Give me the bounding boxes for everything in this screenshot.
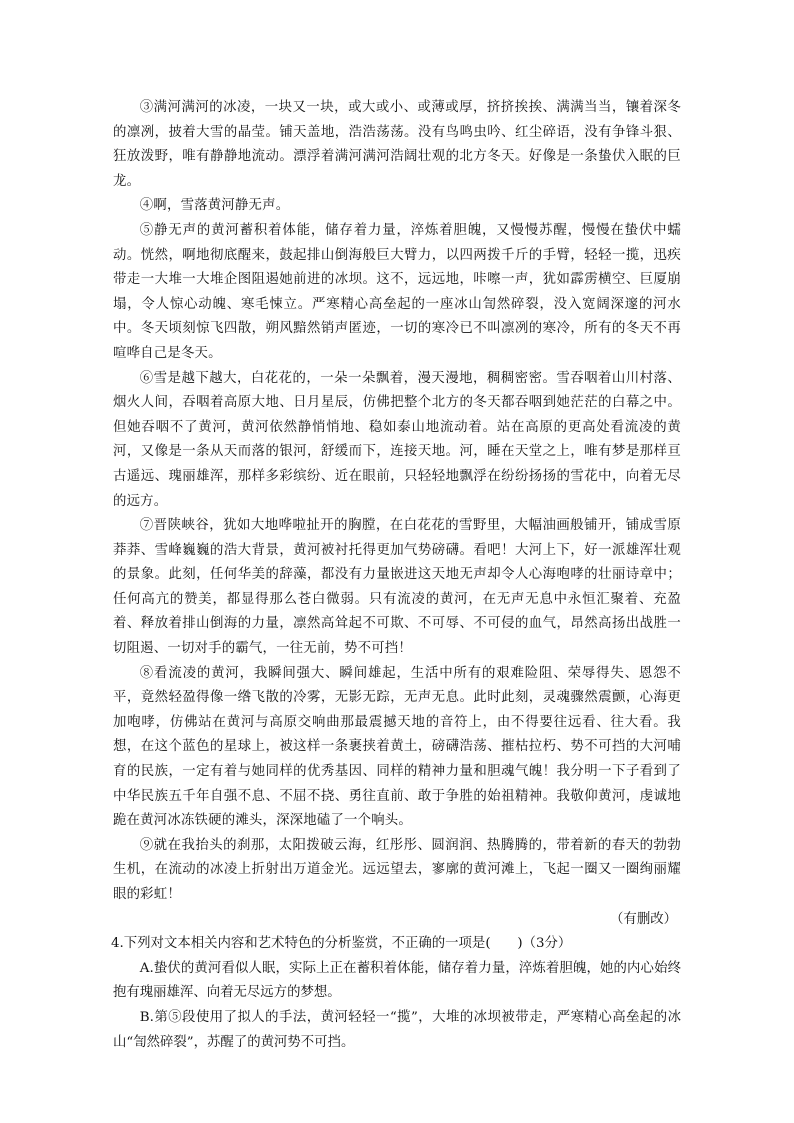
option-a: A.蛰伏的黄河看似人眠，实际上正在蓄积着体能，储存着力量，淬炼着胆魄，她的内心始终抱有瑰丽雄浑、向着无尽远方的梦想。: [113, 960, 681, 1001]
question-stem: 4.下列对文本相关内容和艺术特色的分析鉴赏，不正确的一项是( )（3分）: [111, 936, 572, 952]
option-b: B.第⑤段使用了拟人的手法，黄河轻轻一“揽”，大堆的冰坝被带走，严寒精心高垒起的冰山“訇然碎裂”，苏醒了的黄河势不可挡。: [113, 1009, 681, 1050]
paragraph-7: ⑦晋陕峡谷，犹如大地哗啦扯开的胸膛，在白花花的雪野里，大幅油画般铺开，铺成雪原莽莽、雪峰巍巍的浩大背景，黄河被衬托得更加气势磅礴。看吧！大河上下，好一派雄浑壮观的景象。此刻，任何华美的辞藻，都没有力量嵌进这天地无声却令人心海咆哮的壮丽诗章中；任何高亢的赞美，都显得那么苍白微弱。只有流凌的黄河，在无声无息中永恒汇聚着、充盈着、释放着排山倒海的力量，凛然高耸起不可欺、不可辱、不可侵的血气，昂然高扬出战胜一切阻遏、一切对手的霸气，一往无前，势不可挡！: [113, 518, 681, 657]
paragraph-9: ⑨就在我抬头的刹那，太阳拨破云海，红彤彤、圆润润、热腾腾的，带着新的春天的勃勃生机，在流动的冰凌上折射出万道金光。远远望去，寥廓的黄河滩上，飞起一圈又一圈绚丽耀眼的彩虹！: [113, 837, 681, 902]
paragraph-3: ③满河满河的冰凌，一块又一块，或大或小、或薄或厚，挤挤挨挨、满满当当，镶着深冬的凛冽，披着大雪的晶莹。铺天盖地，浩浩荡荡。没有鸟鸣虫吟、红尘碎语，没有争锋斗狠、狂放泼野，唯有静静地流动。漂浮着满河满河浩阔壮观的北方冬天。好像是一条蛰伏入眠的巨龙。: [113, 100, 681, 189]
source-note: （有删改）: [610, 911, 677, 927]
paragraph-4: ④啊，雪落黄河静无声。: [139, 198, 290, 214]
paragraph-8: ⑧看流凌的黄河，我瞬间强大、瞬间雄起，生活中所有的艰难险阻、荣辱得失、恩怨不平，竟然轻盈得像一绺飞散的冷雾，无影无踪，无声无息。此时此刻，灵魂骤然震颤，心海更加咆哮，仿佛站在黄河与高原交响曲那最震撼天地的音符上，由不得要往远看、往大看。我想，在这个蓝色的星球上，被这样一条裹挟着黄土，磅礴浩荡、摧枯拉朽、势不可挡的大河哺育的民族，一定有着与她同样的优秀基因、同样的精神力量和胆魂气魄！我分明一下子看到了中华民族五千年自强不息、不屈不挠、勇往直前、敢于争胜的始祖精神。我敬仰黄河，虔诚地跪在黄河冰冻铁硬的滩头，深深地磕了一个响头。: [113, 665, 681, 829]
document-page: [113, 96, 681, 1055]
paragraph-5: ⑤静无声的黄河蓄积着体能，储存着力量，淬炼着胆魄，又慢慢苏醒，慢慢在蛰伏中蠕动。恍然，啊地彻底醒来，鼓起排山倒海般巨大臂力，以四两拨千斤的手臂，轻轻一揽，迅疾带走一大堆一大堆企图阻遏她前进的冰坝。这不，远远地，咔嚓一声，犹如霹雳横空、巨厦崩塌，令人惊心动魄、寒毛悚立。严寒精心高垒起的一座冰山訇然碎裂，没入宽阔深邃的河水中。冬天顷刻惊飞四散，朔风黯然销声匿迹，一切的寒冷已不叫凛冽的寒冷，所有的冬天不再喧哗自己是冬天。: [113, 222, 681, 361]
paragraph-6: ⑥雪是越下越大，白花花的，一朵一朵飘着，漫天漫地，稠稠密密。雪吞咽着山川村落、烟火人间，吞咽着高原大地、日月星辰，仿佛把整个北方的冬天都吞咽到她茫茫的白幕之中。但她吞咽不了黄河，黄河依然静悄悄地、稳如泰山地流动着。站在高原的更高处看流凌的黄河，又像是一条从天而落的银河，舒缓而下，连接天地。河，睡在天堂之上，唯有梦是那样亘古遥远、瑰丽雄浑，那样多彩缤纷、近在眼前，只轻轻地飘浮在纷纷扬扬的雪花中，向着无尽的远方。: [113, 370, 681, 509]
